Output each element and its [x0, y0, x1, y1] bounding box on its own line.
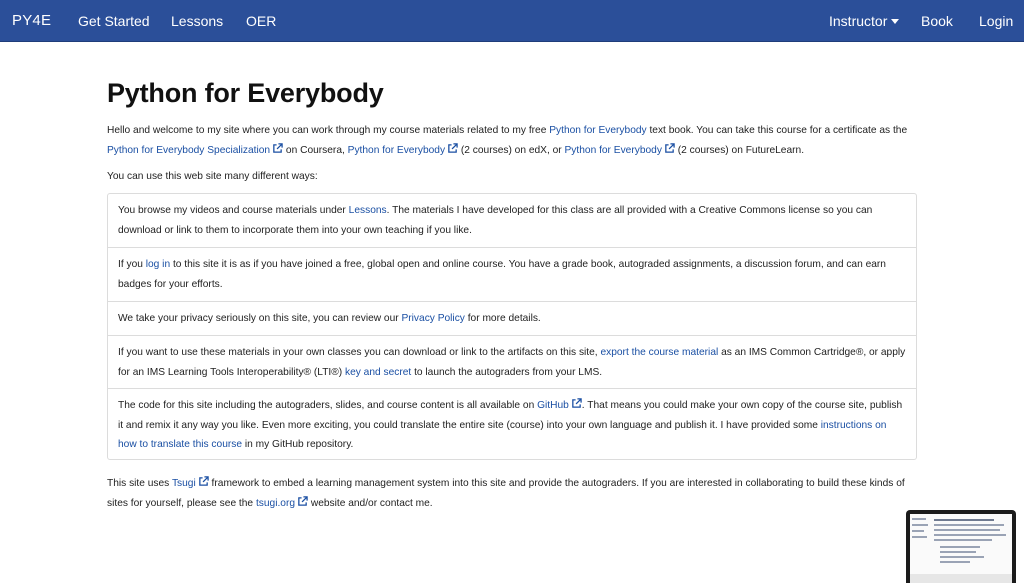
thumbnail-line	[934, 539, 992, 541]
thumbnail-line	[912, 518, 926, 520]
item-text: You browse my videos and course materials under	[118, 205, 349, 216]
translate-instructions-link[interactable]: instructions on how to translate this course	[118, 419, 887, 450]
lessons-link[interactable]: Lessons	[348, 205, 387, 216]
intro-text: text book. You can take this course for a certificate as the	[646, 125, 908, 136]
thumbnail-line	[940, 551, 976, 553]
nav-instructor-dropdown[interactable]	[829, 0, 899, 42]
thumbnail-line	[940, 546, 980, 548]
list-item-privacy	[108, 301, 916, 329]
item-text: If you	[118, 259, 146, 270]
item-text: The code for this site including the autograders, slides, and course content is all available on	[118, 400, 538, 411]
item-text: . That means you could make your own copy of the course site, publish it and remix it any way you like. Even more exciting, you could translate the entire site (course) into your own language and publish it. I have provided some	[118, 400, 903, 431]
intro-text: (2 courses) on FutureLearn.	[674, 144, 805, 156]
nav-book[interactable]: Book	[921, 13, 953, 29]
tsugi-link[interactable]	[172, 478, 209, 489]
page-title: Python for Everybody	[107, 78, 384, 108]
thumbnail-line	[934, 529, 1000, 531]
coursera-specialization-link[interactable]	[107, 145, 283, 156]
item-text: . The materials I have developed for this class are all provided with a Creative Commons license so you can download or link to them to incorporate them into your own teaching if you like.	[118, 205, 873, 236]
login-link[interactable]: log in	[145, 259, 171, 270]
intro-text: (2 courses) on edX, or	[458, 144, 565, 156]
list-item-code	[108, 388, 916, 455]
github-link-label: GitHub	[537, 400, 569, 411]
thumbnail-line	[940, 561, 970, 563]
list-item-browse	[108, 201, 916, 240]
nav-oer[interactable]: OER	[246, 13, 277, 29]
outro-text: framework to embed a learning management system into this site and provide the autograders. If you are interested in collaborating to build these kinds of sites for yourself, please see the	[107, 478, 905, 509]
thumbnail-line	[934, 524, 1004, 526]
tsugi-link-label: Tsugi	[171, 478, 196, 489]
top-navbar	[0, 0, 1024, 42]
item-text: to launch the autograders from your LMS.	[411, 366, 603, 378]
thumbnail-line	[940, 556, 984, 558]
edx-link-label: Python for Everybody	[347, 144, 446, 156]
nav-get-started[interactable]: Get Started	[78, 13, 150, 29]
github-link[interactable]	[537, 400, 582, 411]
futurelearn-link-label: Python for Everybody	[564, 144, 662, 156]
thumbnail-line	[912, 536, 927, 538]
external-link-icon	[447, 143, 458, 154]
thumbnail-sidebar	[912, 518, 930, 578]
outro-text: website and/or contact me.	[308, 497, 433, 509]
external-link-icon	[664, 143, 675, 154]
thumbnail-dock	[910, 574, 1012, 583]
item-text: We take your privacy seriously on this site, you can review our	[118, 313, 402, 324]
item-text: to this site it is as if you have joined a free, global open and online course. You have a grade book, autograded assignments, a discussion forum, and can earn badges for your efforts.	[118, 259, 886, 290]
thumbnail-line	[934, 519, 994, 521]
external-link-icon	[198, 476, 209, 487]
futurelearn-link[interactable]	[565, 145, 675, 156]
list-item-login	[108, 247, 916, 294]
textbook-link[interactable]: Python for Everybody	[549, 125, 647, 136]
thumbnail-screen	[910, 514, 1012, 583]
tsugi-org-link-label: tsugi.org	[255, 497, 296, 509]
outro-text: This site uses	[107, 478, 172, 489]
outro-paragraph	[107, 474, 917, 513]
intro-text: Hello and welcome to my site where you can work through my course materials related to my free	[107, 125, 550, 136]
nav-login[interactable]: Login	[979, 13, 1014, 29]
nav-instructor-label: Instructor	[829, 13, 888, 29]
thumbnail-line	[934, 534, 1006, 536]
key-and-secret-link[interactable]: key and secret	[344, 366, 412, 378]
item-text: in my GitHub repository.	[242, 439, 354, 450]
intro-paragraph	[107, 121, 917, 160]
list-item-materials	[108, 335, 916, 382]
item-text: as an IMS Common Cartridge®, or apply for an IMS Learning Tools Interoperability® (LTI®)	[118, 347, 906, 378]
item-text: If you want to use these materials in your own classes you can download or link to the artifacts on this site,	[118, 347, 601, 358]
nav-lessons[interactable]: Lessons	[171, 13, 224, 29]
ways-list	[107, 193, 917, 460]
external-link-icon	[272, 143, 283, 154]
coursera-link-label: Python for Everybody Specialization	[107, 144, 271, 156]
brand-link[interactable]: PY4E	[12, 12, 52, 29]
thumbnail-line	[912, 530, 924, 532]
item-text: for more details.	[464, 313, 541, 324]
external-link-icon	[571, 398, 582, 409]
ways-lead-text: You can use this web site many different ways:	[107, 171, 318, 182]
screenshot-thumbnail[interactable]	[906, 510, 1016, 583]
external-link-icon	[297, 496, 308, 507]
caret-down-icon	[891, 19, 899, 24]
edx-link[interactable]	[348, 145, 458, 156]
tsugi-org-link[interactable]	[256, 498, 308, 509]
privacy-policy-link[interactable]: Privacy Policy	[401, 313, 465, 324]
thumbnail-line	[912, 524, 928, 526]
intro-text: on Coursera,	[283, 144, 348, 156]
export-course-material-link[interactable]: export the course material	[600, 347, 719, 358]
